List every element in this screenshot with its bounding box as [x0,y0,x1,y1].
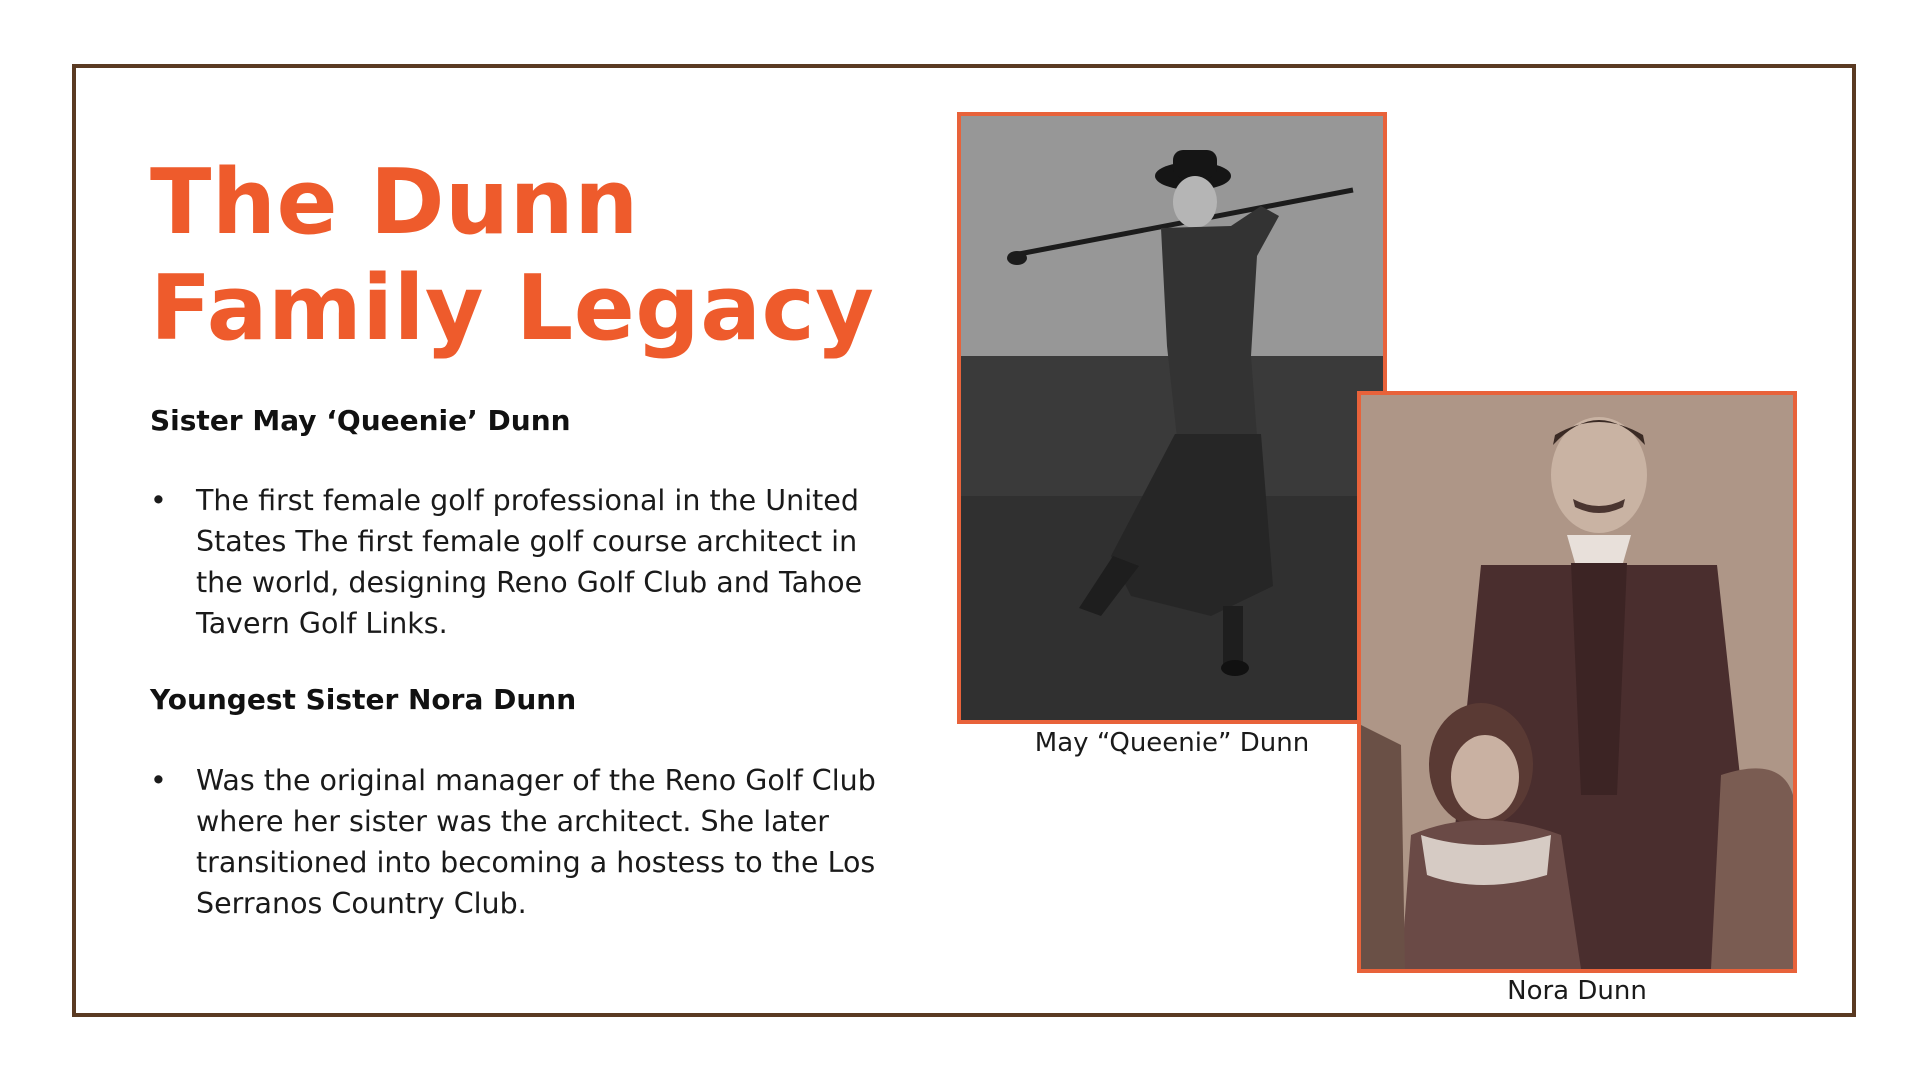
caption-queenie: May “Queenie” Dunn [1034,728,1310,758]
golfer-photo-illustration [961,116,1383,720]
list-item [150,480,910,644]
bullet-text: Was the original manager of the Reno Golf Club where her sister was the architect. She later transitioned into becoming a hostess to the Los Serranos Country Club. [196,764,876,920]
photo-nora [1357,391,1797,973]
slide-title [150,150,874,362]
bullet-icon: • [150,764,167,797]
bullet-list-queenie [150,480,910,644]
title-line-2: Family Legacy [150,256,875,361]
bullet-icon: • [150,484,167,517]
section-heading-queenie: Sister May ‘Queenie’ Dunn [150,404,571,437]
family-photo-illustration [1361,395,1793,969]
title-line-1: The Dunn [150,150,639,255]
section-heading-nora: Youngest Sister Nora Dunn [150,683,577,716]
photo-queenie [957,112,1387,724]
caption-nora: Nora Dunn [1507,976,1647,1006]
list-item [150,760,910,924]
bullet-text: The first female golf professional in the United States The first female golf course architect in the world, designing Reno Golf Club and Tahoe Tavern Golf Links. [196,484,863,640]
bullet-list-nora [150,760,910,924]
